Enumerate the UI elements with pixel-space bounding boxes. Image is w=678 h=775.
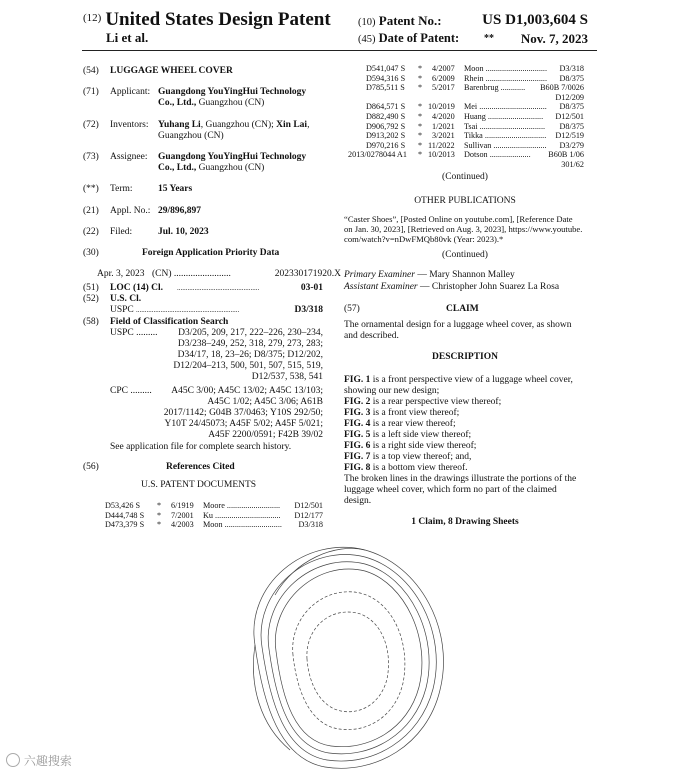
uspc-value: D3/318 <box>294 305 323 315</box>
ref-date: 6/1919 <box>171 501 194 510</box>
ref-class: D12/177 <box>294 510 323 520</box>
uspc-line: D12/204–213, 500, 501, 507, 515, 519, <box>173 361 323 371</box>
claims-sheets: 1 Claim, 8 Drawing Sheets <box>411 517 519 527</box>
priority-number: 202330171920.X <box>274 269 341 279</box>
fig-label: FIG. 5 <box>344 430 371 440</box>
fig-text: is a rear view thereof; <box>370 419 456 429</box>
patent-no-num: (10) <box>358 17 376 28</box>
ref-class: D12/209 <box>555 92 584 102</box>
outer-tread <box>254 547 444 768</box>
ref-name: Moon ............................ <box>203 520 282 530</box>
field-num: (56) <box>83 462 99 472</box>
ref-class: D12/501 <box>294 501 323 510</box>
ref-no: D913,202 S <box>366 131 406 141</box>
filed-label: Filed: <box>110 227 133 237</box>
assignee-name-cont: Co., Ltd., <box>158 163 197 173</box>
ref-class: D3/279 <box>559 140 584 150</box>
ref-date: 6/2009 <box>432 73 455 83</box>
inventor-2-city: Guangzhou (CN) <box>158 131 224 141</box>
filed-date: Jul. 10, 2023 <box>158 227 209 237</box>
date-stars: ** <box>484 33 494 44</box>
fig-label: FIG. 1 <box>344 375 371 385</box>
ref-star: * <box>418 150 423 160</box>
side-wall <box>253 645 290 750</box>
ref-date: 10/2019 <box>428 102 455 112</box>
field-71 <box>83 87 338 108</box>
fig-label: FIG. 6 <box>344 441 371 451</box>
figure-line <box>344 408 576 419</box>
continued-1: (Continued) <box>442 172 488 182</box>
tread-line <box>261 555 436 762</box>
figure-line <box>344 452 576 463</box>
field-num: (21) <box>83 206 99 216</box>
field-term <box>83 184 338 195</box>
field-num: (73) <box>83 152 99 162</box>
ref-no: D541,047 S <box>366 64 406 73</box>
uspc-label: USPC <box>110 305 134 315</box>
broken-lines-text: luggage wheel cover, which form no part of the claimed <box>344 485 557 495</box>
ref-class: D8/375 <box>559 102 584 112</box>
applicant-label: Applicant: <box>110 87 151 97</box>
cpc-search <box>110 386 323 440</box>
design-title: LUGGAGE WHEEL COVER <box>110 66 233 76</box>
ref-class: 301/62 <box>561 160 584 169</box>
ref-star: * <box>157 501 162 510</box>
inventor-1: Yuhang Li <box>158 120 201 130</box>
figure-line <box>344 463 576 474</box>
dots: ........................................................... <box>136 306 240 314</box>
dots: ............................................... <box>177 284 260 292</box>
date-num: (45) <box>358 34 376 45</box>
fig-label: FIG. 4 <box>344 419 371 429</box>
field-54 <box>83 66 233 77</box>
term-value: 15 Years <box>158 184 193 194</box>
ref-no: D785,511 S <box>366 83 405 93</box>
field-30 <box>83 248 338 259</box>
field-num: (57) <box>344 304 360 314</box>
claim-heading-row <box>344 304 586 315</box>
cpc-line: A45C 1/02; A45C 3/06; A61B <box>207 397 323 407</box>
field-52 <box>83 294 323 305</box>
priority-date: Apr. 3, 2023 <box>97 269 145 279</box>
fig-text: is a left side view thereof; <box>370 430 472 440</box>
figure-line <box>344 375 576 386</box>
field-22 <box>83 227 338 238</box>
fig-label: FIG. 2 <box>344 397 371 407</box>
inner-rim <box>293 592 405 730</box>
primary-label: Primary Examiner <box>344 270 415 280</box>
ref-class: D3/318 <box>559 64 584 73</box>
appl-no-label: Appl. No.: <box>110 206 151 216</box>
header-divider <box>82 50 597 51</box>
ref-class: D12/501 <box>555 112 584 121</box>
ref-date: 10/2013 <box>428 150 455 160</box>
ref-star: * <box>418 73 423 83</box>
date-label: Date of Patent: <box>378 31 460 45</box>
ref-date: 4/2003 <box>171 520 194 530</box>
fig-text: is a front perspective view of a luggage wheel cover, <box>370 375 573 385</box>
patent-no-label: Patent No.: <box>378 13 442 28</box>
uspc-line: D3/205, 209, 217, 222–226, 230–234, <box>178 328 323 338</box>
ref-name: Sullivan .......................... <box>464 140 547 150</box>
fig-label: FIG. 8 <box>344 463 371 473</box>
cpc-line: A45F 2200/0591; F42B 39/02 <box>208 430 323 440</box>
pub-line: on Jan. 30, 2023], [Retrieved on Aug. 3, 2023], https://www.youtube. <box>344 224 583 234</box>
header-left <box>83 9 353 31</box>
watermark-icon <box>6 753 20 767</box>
field-num: (54) <box>83 66 99 76</box>
ref-class: B60B 7/0026 <box>540 83 584 93</box>
doc-title: United States Design Patent <box>105 9 331 30</box>
ref-date: 1/2021 <box>432 121 455 131</box>
priority-row <box>97 269 341 280</box>
us-cl-label: U.S. Cl. <box>110 294 142 304</box>
figure-line <box>344 397 576 408</box>
fig-label: FIG. 7 <box>344 452 371 462</box>
inventors-short: Li et al. <box>106 30 149 45</box>
inventor-1-city: , Guangzhou (CN); <box>200 120 277 130</box>
uspc-row <box>110 305 323 316</box>
ref-date: 4/2007 <box>432 64 455 73</box>
ref-date: 4/2020 <box>432 112 455 121</box>
ref-star: * <box>418 112 423 121</box>
assignee-name: Guangdong YouYingHui Technology <box>158 152 307 162</box>
fig-text: is a top view thereof; and, <box>370 452 472 462</box>
assistant-label: Assistant Examiner <box>344 282 418 292</box>
field-72 <box>83 120 338 141</box>
ref-no: D970,216 S <box>366 140 406 150</box>
assistant-name: — Christopher John Suarez La Rosa <box>417 282 560 292</box>
patent-date: Nov. 7, 2023 <box>520 31 588 46</box>
applicant-name-cont: Co., Ltd., <box>158 98 197 108</box>
figure-line <box>344 419 576 430</box>
ref-class: D8/375 <box>559 73 584 83</box>
field-num: (71) <box>83 87 99 97</box>
comma: , <box>307 120 310 130</box>
field-58 <box>83 317 338 328</box>
uspc-line: D12/537, 538, 541 <box>251 372 323 382</box>
ref-name: Mei ................................. <box>464 102 547 112</box>
ref-date: 3/2021 <box>432 131 455 141</box>
ref-class: D8/375 <box>559 121 584 131</box>
ref-class: D12/519 <box>555 131 584 141</box>
date-row <box>358 31 588 46</box>
ref-name: Rhein .............................. <box>464 73 548 83</box>
claim-line: and described. <box>344 331 399 341</box>
pub-line: com/watch?v=nDwFMQb80vk (Year: 2023).* <box>344 234 504 244</box>
claim-heading: CLAIM <box>446 304 479 314</box>
loc-label: LOC (14) Cl. <box>110 283 164 293</box>
field-51 <box>83 283 323 294</box>
ref-name: Dotson .................... <box>464 150 531 160</box>
ref-star: * <box>418 131 423 141</box>
assistant-examiner <box>344 282 559 293</box>
ref-star: * <box>418 121 423 131</box>
field-56 <box>83 462 338 473</box>
uspc-search <box>110 328 323 382</box>
ref-no: 2013/0278044 A1 <box>348 150 407 160</box>
see-application: See application file for complete search history. <box>110 442 292 452</box>
ref-no: D53,426 S <box>105 501 141 510</box>
broken-lines-text: The broken lines in the drawings illustrate the portions of the <box>344 474 577 484</box>
applicant-city: Guangzhou (CN) <box>196 98 265 108</box>
search-field-label: Field of Classification Search <box>110 317 229 327</box>
patent-number: US D1,003,604 S <box>482 12 588 28</box>
fig-text: is a right side view thereof; <box>370 441 477 451</box>
term-label: Term: <box>110 184 133 194</box>
assignee-city: Guangzhou (CN) <box>196 163 265 173</box>
field-num: (22) <box>83 227 99 237</box>
continued-2: (Continued) <box>442 250 488 260</box>
publication-text <box>344 214 589 244</box>
fig-text: showing our new design; <box>344 386 440 396</box>
field-num: (72) <box>83 120 99 130</box>
loc-value: 03-01 <box>300 283 323 293</box>
applicant-name: Guangdong YouYingHui Technology <box>158 87 307 97</box>
ref-no: D444,748 S <box>105 510 145 520</box>
ref-star: * <box>418 83 423 93</box>
inventor-2: Xin Lai <box>276 120 308 130</box>
uspc-label: USPC ......... <box>110 328 158 338</box>
ref-no: D594,316 S <box>366 73 406 83</box>
figure-list <box>344 375 576 507</box>
right-column <box>344 64 589 534</box>
ref-date: 5/2017 <box>432 83 455 93</box>
fig-text: is a rear perspective view thereof; <box>370 397 502 407</box>
priority-heading: Foreign Application Priority Data <box>142 248 280 258</box>
cpc-label: CPC ......... <box>110 386 152 396</box>
ref-star: * <box>418 64 423 73</box>
field-num: (**) <box>83 184 99 194</box>
wheel-cover-drawing <box>215 535 465 775</box>
inner-rim <box>307 612 389 712</box>
references-heading: References Cited <box>166 462 235 472</box>
field-21 <box>83 206 338 217</box>
ref-name: Huang ........................... <box>464 112 544 121</box>
ref-star: * <box>157 510 162 520</box>
ref-no: D473,379 S <box>105 520 145 530</box>
ref-name: Tikka .............................. <box>464 131 547 141</box>
inventors-label: Inventors: <box>110 120 149 130</box>
ref-star: * <box>157 520 162 530</box>
appl-no: 29/896,897 <box>158 206 202 216</box>
field-73 <box>83 152 338 173</box>
ref-name: Moore .......................... <box>203 501 281 510</box>
figure-line <box>344 441 576 452</box>
uspc-line: D34/17, 18, 23–26; D8/375; D12/202, <box>177 350 323 360</box>
ref-star: * <box>418 102 423 112</box>
description-heading: DESCRIPTION <box>432 352 498 362</box>
cpc-line: 2017/1142; G04B 37/0463; Y10S 292/50; <box>163 408 323 418</box>
ref-class: D3/318 <box>298 520 323 530</box>
left-column <box>83 60 341 530</box>
figure-line <box>344 430 576 441</box>
ref-name: Moon .............................. <box>464 64 548 73</box>
ref-name: Barenbrug ............ <box>464 83 526 93</box>
field-num: (58) <box>83 317 99 327</box>
figure-line <box>344 386 576 397</box>
ref-date: 7/2001 <box>171 510 194 520</box>
fig-label: FIG. 3 <box>344 408 371 418</box>
ref-class: B60B 1/06 <box>548 150 584 160</box>
watermark-text: 六趣搜索 <box>23 754 72 768</box>
doc-kind-number: (12) <box>83 12 102 24</box>
ref-no: D882,490 S <box>366 112 406 121</box>
watermark <box>6 752 72 769</box>
cpc-line: A45C 3/00; A45C 13/02; A45C 13/103; <box>171 386 323 396</box>
broken-lines-text: design. <box>344 496 372 506</box>
tread-line <box>275 569 422 747</box>
ref-star: * <box>418 140 423 150</box>
fig-text: is a front view thereof; <box>370 408 460 418</box>
us-docs-heading: U.S. PATENT DOCUMENTS <box>141 480 257 490</box>
priority-country: (CN) ........................ <box>152 269 231 279</box>
cpc-line: Y10T 24/45073; A45F 5/02; A45F 5/021; <box>164 419 323 429</box>
fig-text: is a bottom view thereof. <box>370 463 468 473</box>
ref-name: Ku ................................ <box>203 510 281 520</box>
ref-no: D906,792 S <box>366 121 406 131</box>
pub-line: “Caster Shoes”, [Posted Online on youtube.com], [Reference Date <box>344 214 573 224</box>
patent-number-row <box>358 13 588 29</box>
ref-date: 11/2022 <box>428 140 455 150</box>
ref-name: Tsai ................................ <box>464 121 546 131</box>
claim-text <box>344 320 572 342</box>
field-num: (51) <box>83 283 99 293</box>
claim-line: The ornamental design for a luggage wheel cover, as shown <box>344 320 572 330</box>
uspc-line: D3/238–249, 252, 318, 279, 273, 283; <box>177 339 323 349</box>
primary-name: — Mary Shannon Malley <box>414 270 515 280</box>
field-num: (52) <box>83 294 99 304</box>
ref-no: D864,571 S <box>366 102 406 112</box>
assignee-label: Assignee: <box>110 152 148 162</box>
field-num: (30) <box>83 248 99 258</box>
other-publications-heading: OTHER PUBLICATIONS <box>414 196 516 206</box>
primary-examiner <box>344 270 515 281</box>
